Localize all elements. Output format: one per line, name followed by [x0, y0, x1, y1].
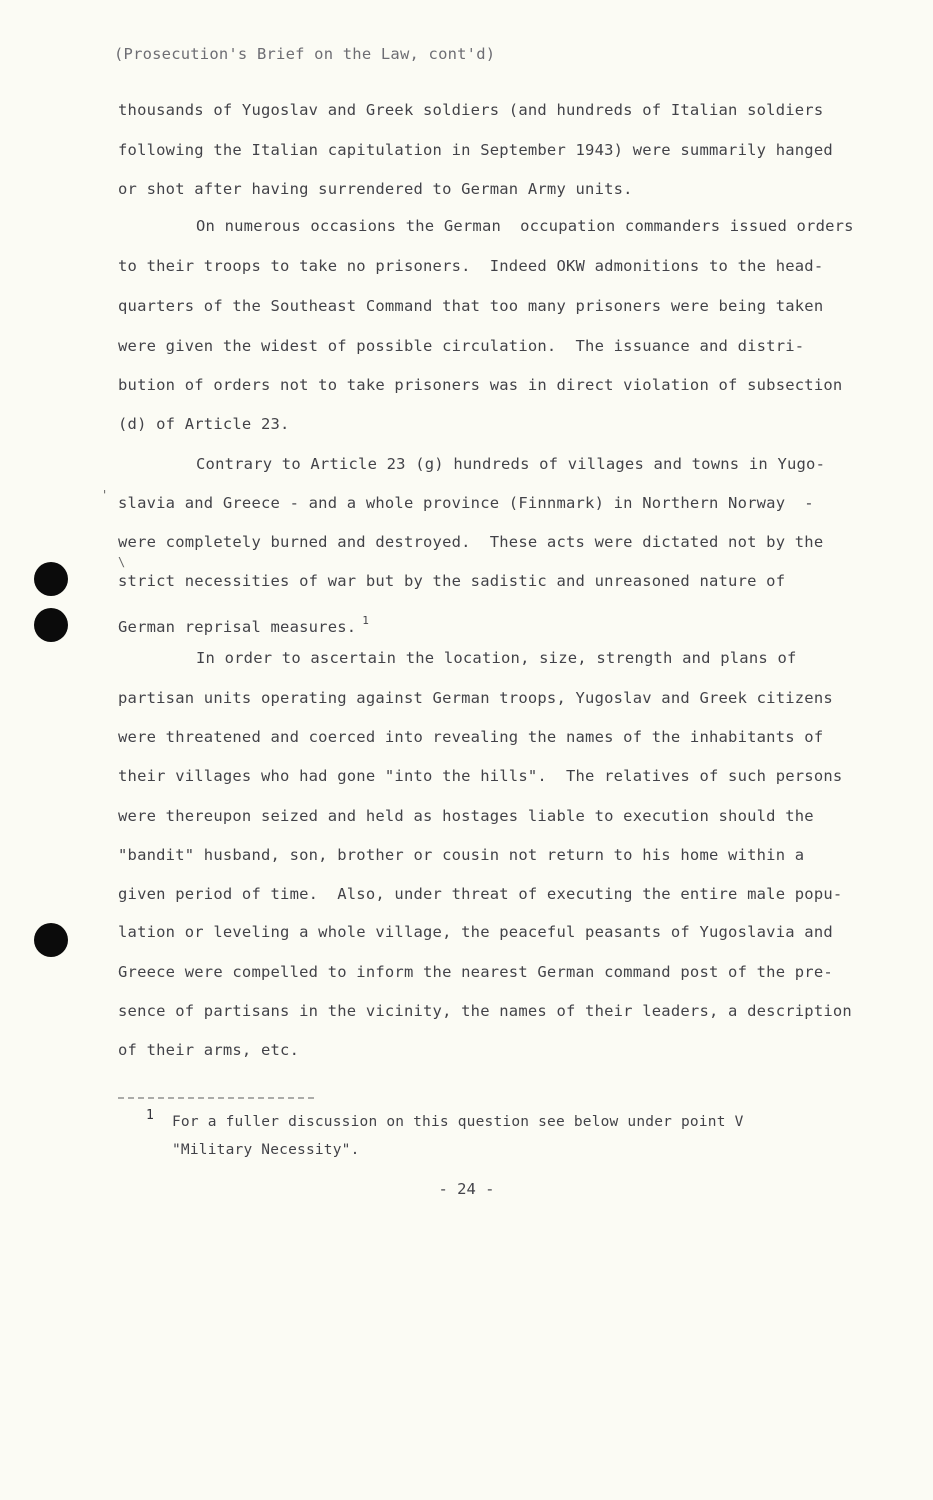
body-line: or shot after having surrendered to German Army units.: [118, 180, 633, 198]
body-line: given period of time. Also, under threat of executing the entire male popu-: [118, 885, 843, 903]
footnote-line: "Military Necessity".: [172, 1142, 360, 1158]
body-line: quarters of the Southeast Command that too many prisoners were being taken: [118, 297, 824, 315]
body-line: bution of orders not to take prisoners was in direct violation of subsection: [118, 376, 843, 394]
punch-hole-top: [34, 562, 68, 596]
body-line: [118, 611, 369, 637]
stray-tick-mark: ': [101, 488, 109, 502]
punch-hole-bottom: [34, 923, 68, 957]
body-line: thousands of Yugoslav and Greek soldiers (and hundreds of Italian soldiers: [118, 101, 824, 119]
body-line: partisan units operating against German troops, Yugoslav and Greek citizens: [118, 689, 833, 707]
body-line: were given the widest of possible circulation. The issuance and distri-: [118, 337, 805, 355]
body-line: lation or leveling a whole village, the peaceful peasants of Yugoslavia and: [118, 923, 833, 941]
footnote-separator: [118, 1097, 314, 1099]
body-line: following the Italian capitulation in September 1943) were summarily hanged: [118, 141, 833, 159]
body-line: strict necessities of war but by the sadistic and unreasoned nature of: [118, 572, 786, 590]
footnote-line: For a fuller discussion on this question see below under point V: [172, 1114, 744, 1130]
footnote-reference: 1: [362, 614, 370, 627]
body-line: their villages who had gone "into the hills". The relatives of such persons: [118, 767, 843, 785]
body-line: On numerous occasions the German occupation commanders issued orders: [196, 217, 854, 235]
body-line: of their arms, etc.: [118, 1041, 300, 1059]
body-line-text: German reprisal measures.: [118, 618, 357, 636]
body-line: (d) of Article 23.: [118, 415, 290, 433]
punch-hole-middle: [34, 608, 68, 642]
body-line: to their troops to take no prisoners. Indeed OKW admonitions to the head-: [118, 257, 824, 275]
body-line: In order to ascertain the location, size, strength and plans of: [196, 649, 797, 667]
page-number: - 24 -: [438, 1180, 495, 1198]
body-line: slavia and Greece - and a whole province (Finnmark) in Northern Norway -: [118, 494, 814, 512]
body-line: sence of partisans in the vicinity, the names of their leaders, a description: [118, 1002, 852, 1020]
footnote-marker: 1: [146, 1108, 154, 1123]
body-line: were thereupon seized and held as hostages liable to execution should the: [118, 807, 814, 825]
running-header: (Prosecution's Brief on the Law, cont'd): [114, 45, 496, 63]
body-line: were completely burned and destroyed. These acts were dictated not by the: [118, 533, 824, 551]
body-line: were threatened and coerced into revealing the names of the inhabitants of: [118, 728, 824, 746]
stray-tick-mark: \: [118, 555, 126, 569]
body-line: "bandit" husband, son, brother or cousin not return to his home within a: [118, 846, 805, 864]
body-line: Greece were compelled to inform the nearest German command post of the pre-: [118, 963, 833, 981]
body-line: Contrary to Article 23 (g) hundreds of villages and towns in Yugo-: [196, 455, 826, 473]
